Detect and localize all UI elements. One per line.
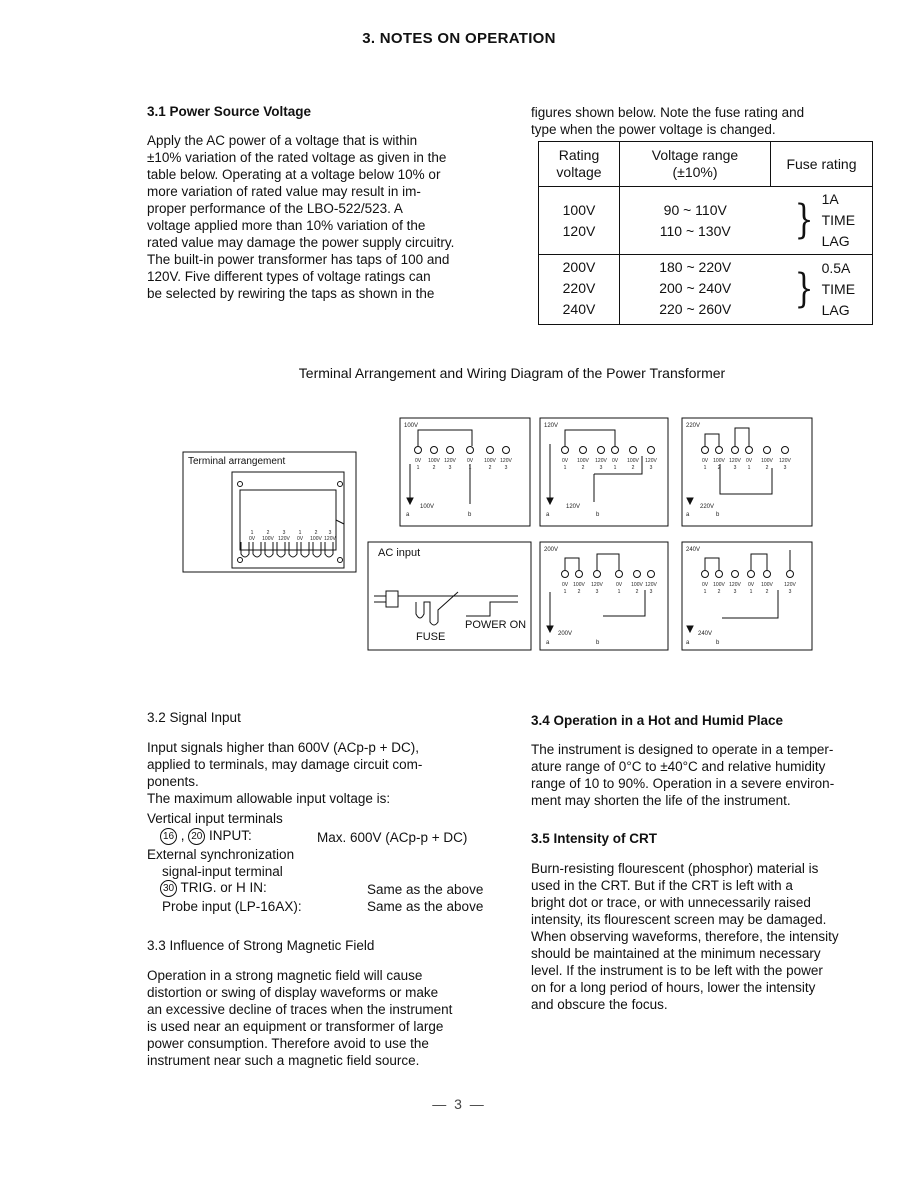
terminal-a: a (406, 512, 410, 518)
svg-text:3: 3 (649, 465, 653, 471)
svg-text:3: 3 (788, 589, 792, 595)
section-3-1-heading: 3.1 Power Source Voltage (147, 104, 312, 119)
ext-sync-label-2: signal-input terminal (162, 864, 283, 879)
text-line: The instrument is designed to operate in a temper- (531, 742, 834, 757)
input-max-value: Max. 600V (ACp-p + DC) (317, 830, 468, 845)
panel-voltage: 100V (420, 504, 435, 510)
svg-text:100V: 100V (262, 536, 274, 542)
svg-text:120V: 120V (784, 582, 796, 588)
terminal-20-icon: 20 (188, 828, 205, 845)
text-line: rated value may damage the power supply circuitry. (147, 235, 455, 250)
brace-glyph: } (794, 196, 814, 244)
svg-text:1: 1 (617, 589, 621, 595)
svg-text:100V: 100V (577, 458, 589, 464)
trig-value: Same as the above (367, 882, 484, 897)
section-3-1-text (147, 132, 492, 302)
svg-text:0V: 0V (414, 458, 422, 464)
diagram-caption: Terminal Arrangement and Wiring Diagram of the Power Transformer (298, 365, 726, 381)
terminal-a: a (546, 640, 550, 646)
text-line: voltage applied more than 10% variation of the (147, 218, 426, 233)
text-line: power consumption. Therefore avoid to use the (147, 1036, 429, 1051)
text-line: The maximum allowable input voltage is: (147, 791, 391, 806)
svg-text:0V: 0V (701, 582, 709, 588)
text-line: ature range of 0°C to ±40°C and relative humidity (531, 759, 826, 774)
svg-text:2: 2 (765, 465, 769, 471)
section-3-5-heading: 3.5 Intensity of CRT (531, 831, 658, 846)
panel-title: 220V (686, 423, 701, 429)
svg-text:2: 2 (717, 465, 721, 471)
text-line: more variation of rated value may result in im- (147, 184, 421, 199)
terminal-b: b (468, 512, 472, 518)
text-line: figures shown below. Note the fuse rating and (531, 105, 805, 120)
section-3-2-text (147, 739, 492, 807)
rating-cell: 200V 220V 240V (539, 255, 620, 325)
svg-text:120V: 120V (591, 582, 603, 588)
input-terminal-line: 16 , 20 INPUT: (160, 827, 252, 845)
svg-text:100V: 100V (428, 458, 440, 464)
voltage-range-header: Voltage range (±10%) (620, 142, 771, 187)
page-title: 3. NOTES ON OPERATION (362, 30, 556, 47)
svg-text:0V: 0V (611, 458, 619, 464)
svg-text:1: 1 (749, 589, 753, 595)
svg-text:100V: 100V (484, 458, 496, 464)
panel-title: 200V (544, 547, 559, 553)
svg-text:3: 3 (649, 589, 653, 595)
svg-text:3: 3 (733, 465, 737, 471)
range-cell: 90 ~ 110V 110 ~ 130V (620, 187, 771, 255)
text-line: table below. Operating at a voltage below 10% or (147, 167, 441, 182)
svg-text:3: 3 (448, 465, 452, 471)
text-line: ponents. (147, 774, 199, 789)
svg-text:100V: 100V (761, 458, 773, 464)
text-line: an excessive decline of traces when the instrument (147, 1002, 453, 1017)
transformer-wiring-diagram (0, 410, 918, 660)
power-on-label: POWER ON (465, 619, 527, 631)
text-line: level. If the instrument is to be left with the power (531, 963, 823, 978)
svg-text:2: 2 (432, 465, 436, 471)
svg-text:120V: 120V (444, 458, 456, 464)
text-line: applied to terminals, may damage circuit com- (147, 757, 423, 772)
panel-voltage: 220V (700, 504, 715, 510)
panel-title: 240V (686, 547, 701, 553)
svg-text:1: 1 (747, 465, 751, 471)
svg-text:2: 2 (488, 465, 492, 471)
svg-text:2: 2 (717, 589, 721, 595)
svg-text:0V: 0V (561, 582, 569, 588)
fuse-cell: } 1A TIME LAG (771, 187, 873, 255)
terminal-30-icon: 30 (160, 880, 177, 897)
table-header-row (539, 142, 873, 187)
section-3-3-heading: 3.3 Influence of Strong Magnetic Field (147, 938, 375, 953)
svg-text:100V: 100V (573, 582, 585, 588)
svg-text:0V: 0V (747, 582, 755, 588)
svg-text:120V: 120V (500, 458, 512, 464)
text-line: bright dot or trace, or with unnecessarily raised (531, 895, 811, 910)
svg-text:0V: 0V (466, 458, 474, 464)
trig-terminal-line (160, 879, 267, 897)
ac-input-label: AC input (378, 547, 421, 559)
svg-text:120V: 120V (779, 458, 791, 464)
svg-text:100V: 100V (310, 536, 322, 542)
text-line: used in the CRT. But if the CRT is left with a (531, 878, 793, 893)
svg-text:3: 3 (504, 465, 508, 471)
section-3-4-heading: 3.4 Operation in a Hot and Humid Place (531, 713, 784, 728)
text-line: is used near an equipment or transformer of large (147, 1019, 444, 1034)
svg-text:100V: 100V (761, 582, 773, 588)
terminal-b: b (596, 512, 600, 518)
svg-text:120V: 120V (595, 458, 607, 464)
terminal-arrangement-label: Terminal arrangement (188, 456, 286, 467)
panel-voltage: 240V (698, 631, 713, 637)
panel-voltage: 120V (566, 504, 581, 510)
svg-text:1: 1 (416, 465, 420, 471)
svg-text:0V: 0V (745, 458, 753, 464)
text-line: range of 10 to 90%. Operation in a severe environ- (531, 776, 835, 791)
terminal-arrangement-frame (183, 452, 356, 572)
text-line: and obscure the focus. (531, 997, 668, 1012)
svg-text:100V: 100V (713, 582, 725, 588)
text-line: instrument near such a magnetic field source. (147, 1053, 420, 1068)
text-line: intensity, its flourescent screen may be damaged. (531, 912, 827, 927)
table-row (539, 255, 873, 325)
svg-text:100V: 100V (627, 458, 639, 464)
svg-text:120V: 120V (729, 582, 741, 588)
svg-text:0V: 0V (296, 536, 304, 542)
section-3-3-text (147, 967, 492, 1069)
vertical-input-label: Vertical input terminals (147, 811, 283, 826)
text-line: The built-in power transformer has taps of 100 and (147, 252, 450, 267)
table-row (539, 187, 873, 255)
svg-text:100V: 100V (713, 458, 725, 464)
text-line: ment may shorten the life of the instrument. (531, 793, 791, 808)
terminal-b: b (716, 640, 720, 646)
svg-text:120V: 120V (324, 536, 336, 542)
fuse-cell: } 0.5A TIME LAG (771, 255, 873, 325)
text-line: ±10% variation of the rated voltage as given in the (147, 150, 447, 165)
text-line: should be maintained at the minimum necessary (531, 946, 821, 961)
panel-120v (540, 418, 668, 526)
svg-text:1: 1 (298, 530, 302, 536)
svg-text:2: 2 (266, 530, 270, 536)
text-line: proper performance of the LBO-522/523. A (147, 201, 403, 216)
svg-text:1: 1 (563, 465, 567, 471)
svg-text:3: 3 (783, 465, 787, 471)
rating-cell: 100V 120V (539, 187, 620, 255)
svg-text:3: 3 (595, 589, 599, 595)
svg-text:1: 1 (703, 589, 707, 595)
section-3-2-heading: 3.2 Signal Input (147, 710, 241, 725)
text-line: type when the power voltage is changed. (531, 122, 776, 137)
input-label: INPUT: (209, 828, 252, 843)
svg-text:3: 3 (733, 589, 737, 595)
svg-text:0V: 0V (615, 582, 623, 588)
svg-text:120V: 120V (278, 536, 290, 542)
svg-text:120V: 120V (645, 582, 657, 588)
probe-label: Probe input (LP-16AX): (162, 899, 302, 914)
terminal-a: a (686, 512, 690, 518)
terminal-b: b (716, 512, 720, 518)
text-line: Operation in a strong magnetic field will cause (147, 968, 423, 983)
section-3-1-continued (531, 104, 876, 138)
svg-text:100V: 100V (631, 582, 643, 588)
terminal-a: a (686, 640, 690, 646)
svg-text:3: 3 (599, 465, 603, 471)
svg-text:1: 1 (613, 465, 617, 471)
brace-glyph: } (794, 265, 814, 313)
terminal-16-icon: 16 (160, 828, 177, 845)
fuse-label: FUSE (416, 631, 446, 643)
page-number: — 3 — (432, 1096, 486, 1112)
panel-title: 100V (404, 423, 419, 429)
panel-title: 120V (544, 423, 559, 429)
text-line: be selected by rewiring the taps as shown in the (147, 286, 435, 301)
svg-text:120V: 120V (729, 458, 741, 464)
section-3-4-text (531, 741, 876, 809)
svg-text:0V: 0V (561, 458, 569, 464)
svg-text:2: 2 (631, 465, 635, 471)
svg-text:0V: 0V (701, 458, 709, 464)
svg-text:2: 2 (577, 589, 581, 595)
range-cell: 180 ~ 220V 200 ~ 240V 220 ~ 260V (620, 255, 771, 325)
ext-sync-label: External synchronization (147, 847, 295, 862)
trig-label: TRIG. or H IN: (180, 880, 267, 895)
svg-text:120V: 120V (645, 458, 657, 464)
probe-value: Same as the above (367, 899, 484, 914)
fuse-rating-header: Fuse rating (771, 142, 873, 187)
svg-text:1: 1 (468, 465, 472, 471)
text-line: on for a long period of hours, lower the intensity (531, 980, 816, 995)
section-3-5-text (531, 860, 876, 1013)
svg-text:2: 2 (765, 589, 769, 595)
terminal-b: b (596, 640, 600, 646)
svg-text:2: 2 (314, 530, 318, 536)
text-line: 120V. Five different types of voltage ratings can (147, 269, 431, 284)
panel-voltage: 200V (558, 631, 573, 637)
text-line: Input signals higher than 600V (ACp-p + DC), (147, 740, 420, 755)
rating-header: Rating voltage (539, 142, 620, 187)
svg-text:1: 1 (563, 589, 567, 595)
svg-text:1: 1 (703, 465, 707, 471)
text-line: When observing waveforms, therefore, the intensity (531, 929, 839, 944)
text-line: Apply the AC power of a voltage that is within (147, 133, 418, 148)
terminal-a: a (546, 512, 550, 518)
text-line: distortion or swing of display waveforms or make (147, 985, 439, 1000)
svg-text:0V: 0V (248, 536, 256, 542)
svg-text:1: 1 (250, 530, 254, 536)
text-line: Burn-resisting flourescent (phosphor) material is (531, 861, 819, 876)
svg-text:2: 2 (581, 465, 585, 471)
svg-text:3: 3 (282, 530, 286, 536)
svg-text:2: 2 (635, 589, 639, 595)
svg-text:3: 3 (328, 530, 332, 536)
voltage-rating-table (538, 141, 873, 325)
